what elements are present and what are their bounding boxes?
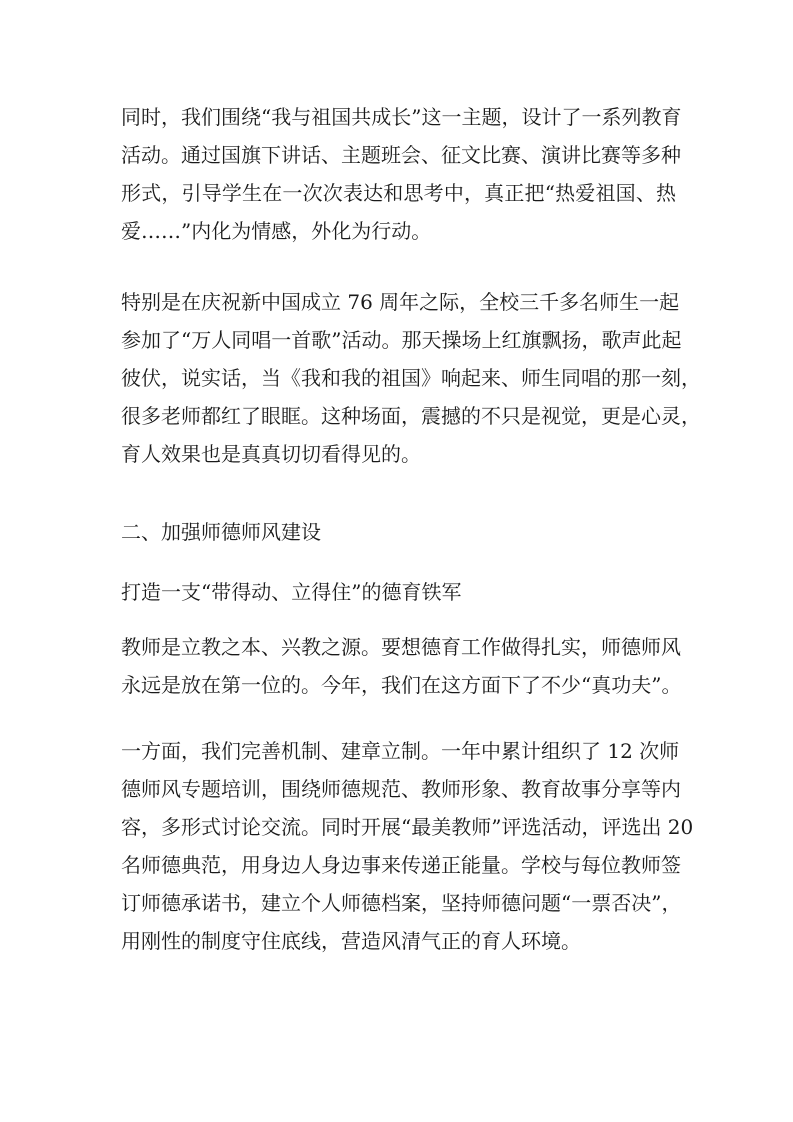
text-line: 订师德承诺书，建立个人师德档案，坚持师德问题“一票否决”， (121, 891, 682, 915)
paragraph-teacher-ethics-intro (121, 628, 682, 704)
subheading-text: 打造一支“带得动、立得住”的德育铁军 (121, 580, 462, 604)
text-line: 教师是立教之本、兴教之源。要想德育工作做得扎实，师德师风 (121, 635, 681, 659)
text-line: 永远是放在第一位的。今年，我们在这方面下了不少“真功夫”。 (121, 673, 682, 697)
text-line: 育人效果也是真真切切看得见的。 (121, 442, 421, 466)
section-heading (121, 513, 676, 551)
text-line: 一方面，我们完善机制、建章立制。一年中累计组织了 12 次师 (121, 739, 680, 763)
heading-text: 二、加强师德师风建设 (121, 520, 321, 544)
text-line: 彼伏，说实话，当《我和我的祖国》响起来、师生同唱的那一刻， (121, 366, 701, 390)
text-line: 活动。通过国旗下讲话、主题班会、征文比赛、演讲比赛等多种 (121, 143, 681, 167)
paragraph-ethics-mechanisms (121, 732, 694, 960)
section-subheading (121, 573, 676, 611)
text-line: 形式，引导学生在一次次表达和思考中，真正把“热爱祖国、热 (121, 181, 676, 205)
text-line: 用刚性的制度守住底线，营造风清气正的育人环境。 (121, 929, 581, 953)
text-line: 德师风专题培训，围绕师德规范、教师形象、教育故事分享等内 (121, 777, 681, 801)
text-line: 很多老师都红了眼眶。这种场面，震撼的不只是视觉，更是心灵， (121, 404, 701, 428)
paragraph-anniversary-singing (121, 283, 701, 473)
text-line: 同时，我们围绕“我与祖国共成长”这一主题，设计了一系列教育 (121, 105, 682, 129)
text-line: 名师德典范，用身边人身边事来传递正能量。学校与每位教师签 (121, 853, 681, 877)
text-line: 爱……”内化为情感，外化为行动。 (121, 219, 432, 243)
text-line: 参加了“万人同唱一首歌”活动。那天操场上红旗飘扬，歌声此起 (121, 328, 682, 352)
text-line: 容，多形式讨论交流。同时开展“最美教师”评选活动，评选出 20 (121, 815, 694, 839)
paragraph-theme-activities (121, 98, 682, 250)
text-line: 特别是在庆祝新中国成立 76 周年之际，全校三千多名师生一起 (121, 290, 680, 314)
